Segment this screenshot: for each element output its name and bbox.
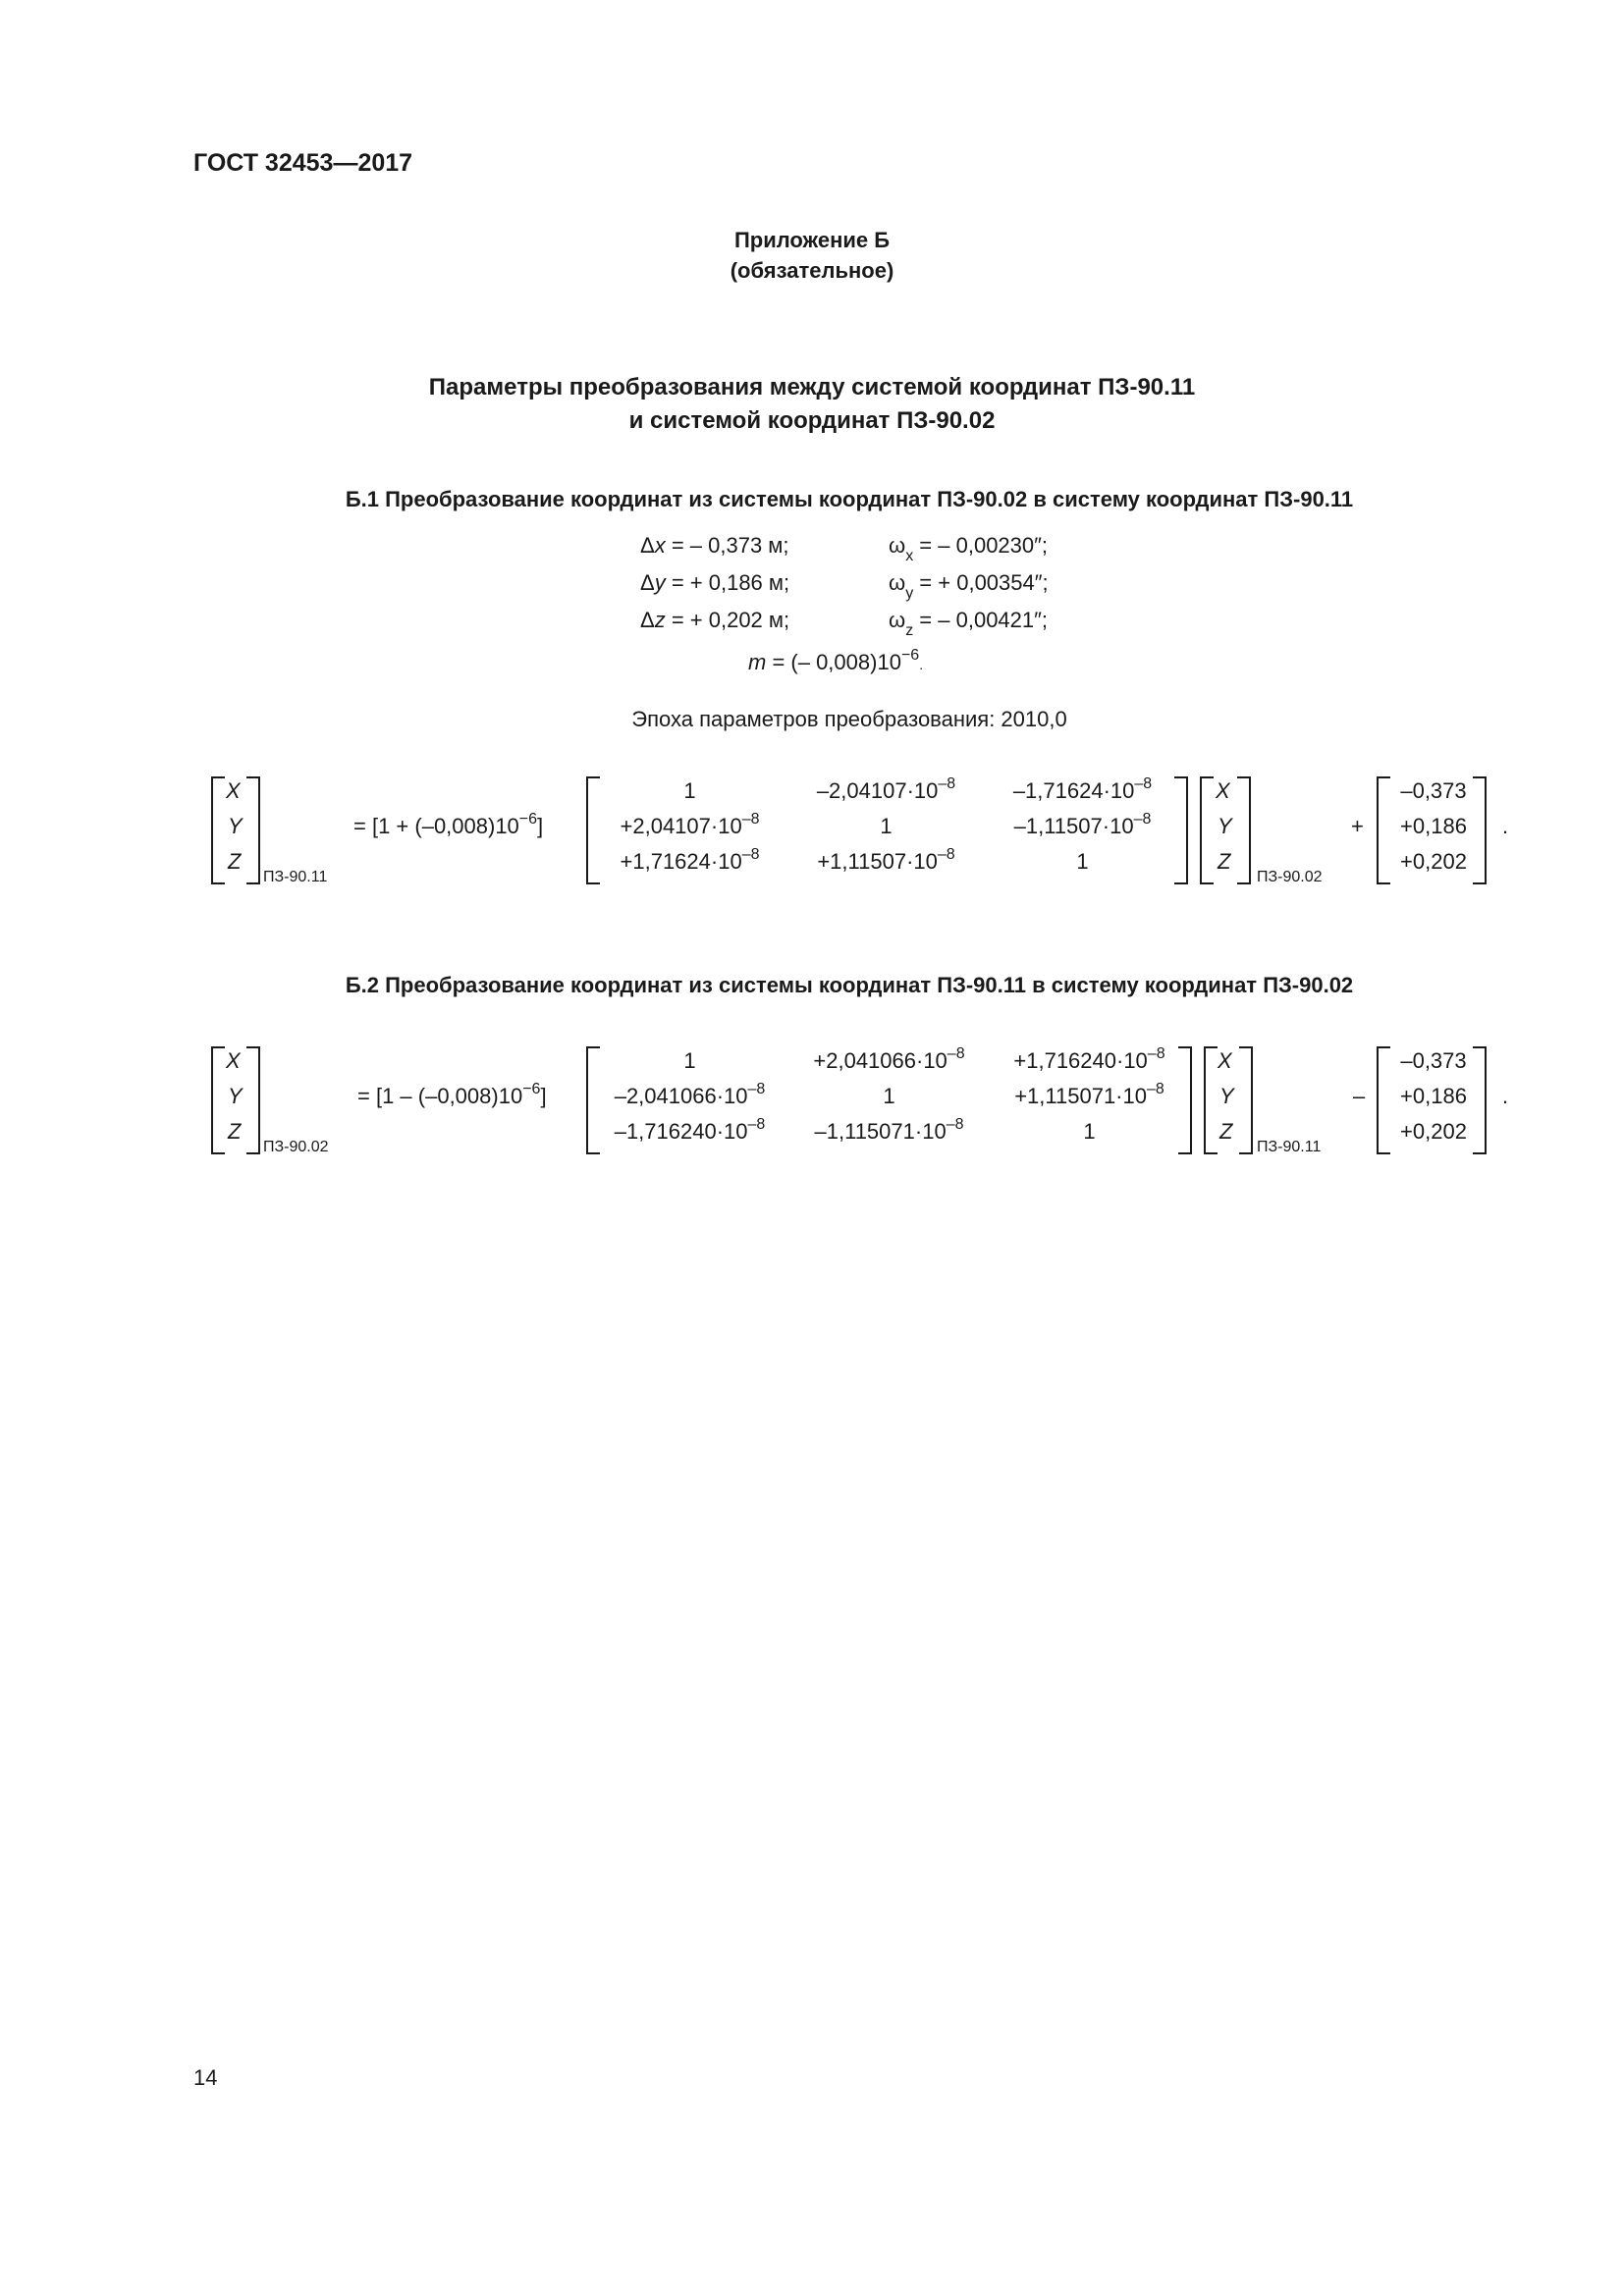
param-dy: Δy = + 0,186 м; [640, 570, 790, 595]
section-b1-heading: Б.1 Преобразование координат из системы координат ПЗ-90.02 в систему координат ПЗ-90.11 [345, 487, 1354, 511]
document-code: ГОСТ 32453—2017 [193, 149, 413, 177]
matrix-cell-2-3: $-1,11507\cdot 10^{-8}$ [1013, 811, 1152, 838]
lhs-z: Z [228, 1119, 242, 1144]
matrix-cell-3-2: $-1,115071\cdot 10^{-8}$ [814, 1116, 964, 1144]
param-m: m = (– $0,008)10^{-6}$. [748, 647, 924, 674]
rhs-x: X [1216, 778, 1230, 803]
rhs-y: Y [1219, 1084, 1234, 1108]
rhs-left-bracket [1200, 776, 1214, 884]
param-dz: Δz = + 0,202 м; [640, 608, 790, 632]
scale-factor: = $[1 - (-0,008)10^{-6}]$ [357, 1081, 547, 1108]
matrix-cell-3-2: $+1,11507\cdot 10^{-8}$ [817, 846, 955, 874]
equation-end-period: . [1502, 1084, 1509, 1108]
matrix-cell-2-3: $+1,115071\cdot 10^{-8}$ [1014, 1081, 1164, 1108]
shift-z: +0,202 [1400, 1119, 1467, 1144]
matrix-cell-1-1: 1 [683, 1048, 696, 1073]
lhs-x: X [226, 1048, 241, 1073]
lhs-y: Y [228, 814, 243, 838]
shift-z: +0,202 [1400, 849, 1467, 874]
matrix-cell-1-3: $-1,71624\cdot 10^{-8}$ [1012, 775, 1153, 803]
page-number: 14 [193, 2065, 218, 2090]
main-title-line-2: и системой координат ПЗ-90.02 [628, 407, 996, 434]
rhs-system-label: ПЗ-90.02 [1257, 869, 1323, 885]
lhs-system-label: ПЗ-90.11 [263, 869, 328, 885]
rhs-left-bracket [1204, 1046, 1218, 1154]
matrix-cell-2-2: 1 [880, 814, 893, 838]
equation-b1 [0, 774, 1624, 891]
matrix-right-bracket [1174, 776, 1188, 884]
lhs-left-bracket [211, 1046, 225, 1154]
annex-status: (обязательное) [730, 258, 894, 283]
matrix-cell-1-2: $+2,041066\cdot 10^{-8}$ [813, 1045, 965, 1073]
operator-minus: – [1353, 1084, 1366, 1108]
rhs-right-bracket [1239, 1046, 1253, 1154]
epoch-line: Эпоха параметров преобразования: 2010,0 [631, 707, 1067, 731]
lhs-right-bracket [246, 776, 260, 884]
lhs-right-bracket [246, 1046, 260, 1154]
rhs-system-label: ПЗ-90.11 [1257, 1139, 1322, 1155]
param-dx: Δx = – 0,373 м; [640, 533, 789, 558]
matrix-cell-3-3: 1 [1083, 1119, 1096, 1144]
matrix-cell-2-2: 1 [883, 1084, 895, 1108]
lhs-y: Y [228, 1084, 243, 1108]
equation-end-period: . [1502, 814, 1509, 838]
shift-y: +0,186 [1400, 814, 1467, 838]
operator-plus: + [1351, 814, 1364, 838]
rhs-y: Y [1218, 814, 1232, 838]
matrix-cell-1-2: $-2,04107\cdot 10^{-8}$ [816, 775, 956, 803]
matrix-cell-1-1: 1 [683, 778, 696, 803]
rhs-z: Z [1219, 1119, 1233, 1144]
main-title-line-1: Параметры преобразования между системой координат ПЗ-90.11 [428, 374, 1196, 400]
matrix-left-bracket [586, 776, 600, 884]
matrix-cell-2-1: $-2,041066\cdot 10^{-8}$ [614, 1081, 766, 1108]
param-wx: $\omega_x$ = – 0,00230″; [889, 533, 1049, 564]
matrix-cell-3-1: $+1,71624\cdot 10^{-8}$ [620, 846, 760, 874]
matrix-cell-1-3: $+1,716240\cdot 10^{-8}$ [1013, 1045, 1165, 1073]
rhs-right-bracket [1237, 776, 1251, 884]
rhs-x: X [1218, 1048, 1232, 1073]
param-wz: $\omega_z$ = – 0,00421″; [889, 608, 1049, 639]
annex-title: Приложение Б [733, 228, 891, 252]
rhs-z: Z [1218, 849, 1231, 874]
shift-x: –0,373 [1400, 778, 1467, 803]
lhs-system-label: ПЗ-90.02 [263, 1139, 329, 1155]
lhs-left-bracket [211, 776, 225, 884]
matrix-cell-3-3: 1 [1076, 849, 1089, 874]
section-b2-heading: Б.2 Преобразование координат из системы координат ПЗ-90.11 в систему координат ПЗ-90.02 [345, 973, 1354, 997]
lhs-x: X [226, 778, 241, 803]
shift-y: +0,186 [1400, 1084, 1467, 1108]
lhs-z: Z [228, 849, 242, 874]
param-wy: $\omega_y$ = + 0,00354″; [889, 570, 1049, 602]
matrix-cell-3-1: $-1,716240\cdot 10^{-8}$ [614, 1116, 766, 1144]
equation-b2 [0, 1043, 1624, 1161]
scale-factor: = $[1 + (-0,008)10^{-6}]$ [353, 811, 544, 838]
shift-x: –0,373 [1400, 1048, 1467, 1073]
matrix-cell-2-1: $+2,04107\cdot 10^{-8}$ [620, 811, 760, 838]
